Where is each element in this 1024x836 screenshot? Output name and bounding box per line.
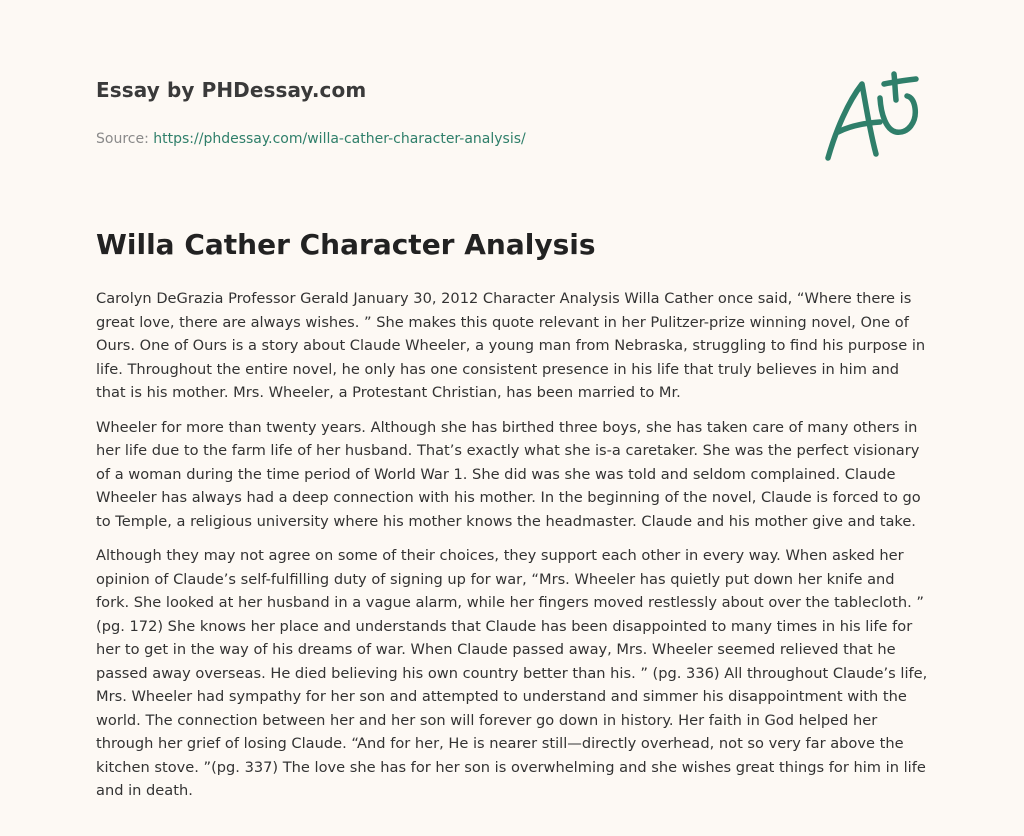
site-title: Essay by PHDessay.com — [96, 78, 367, 102]
a-plus-grade-icon — [818, 66, 930, 166]
source-label: Source: — [96, 131, 149, 147]
essay-title: Willa Cather Character Analysis — [96, 228, 596, 261]
essay-paragraph: Carolyn DeGrazia Professor Gerald January 30, 2012 Character Analysis Willa Cather once said, “Where there is great love, there are always wishes. ” She makes this quote relevant in her Pulitzer-prize winning novel, One of Ours. One of Ours is a story about Claude Wheeler, a young man from Nebraska, struggling to find his purpose in life. Throughout the entire novel, he only has one consistent presence in his life that truly believes in him and that is his mother. Mrs. Wheeler, a Protestant Christian, has been married to Mr. — [96, 290, 926, 401]
essay-paragraph: Wheeler for more than twenty years. Although she has birthed three boys, she has taken care of many others in her life due to the farm life of her husband. That’s exactly what she is-a caretaker. She was the perfect visionary of a woman during the time period of World War 1. She did was she was told and seldom complained. Claude Wheeler has always had a deep connection with his mother. In the beginning of the novel, Claude is forced to go to Temple, a religious university where his mother knows the headmaster. Claude and his mother give and take. — [96, 418, 921, 530]
page-header — [96, 76, 796, 148]
source-link[interactable]: https://phdessay.com/willa-cather-character-analysis/ — [153, 131, 526, 147]
essay-body — [96, 287, 932, 814]
essay-paragraph: Although they may not agree on some of their choices, they support each other in every way. When asked her opinion of Claude’s self-fulfilling duty of signing up for war, “Mrs. Wheeler has quietly put down her knife and fork. She looked at her husband in a vague alarm, while her fingers moved restlessly about over the tablecloth. ” (pg. 172) She knows her place and understands that Claude has been disappointed to many times in his life for her to get in the way of his dreams of war. When Claude passed away, Mrs. Wheeler seemed relieved that he passed away overseas. He died believing his own country better than his. ” (pg. 336) All throughout Claude’s life, Mrs. Wheeler had sympathy for her son and attempted to understand and simmer his disappointment with the world. The connection between her and her son will forever go down in history. Her faith in God helped her through her grief of losing Claude. “And for her, He is nearer still—directly overhead, not so very far above the kitchen stove. ”(pg. 337) The love she has for her son is overwhelming and she wishes great things for him in life and in death. — [96, 547, 928, 799]
source-line — [96, 130, 796, 148]
